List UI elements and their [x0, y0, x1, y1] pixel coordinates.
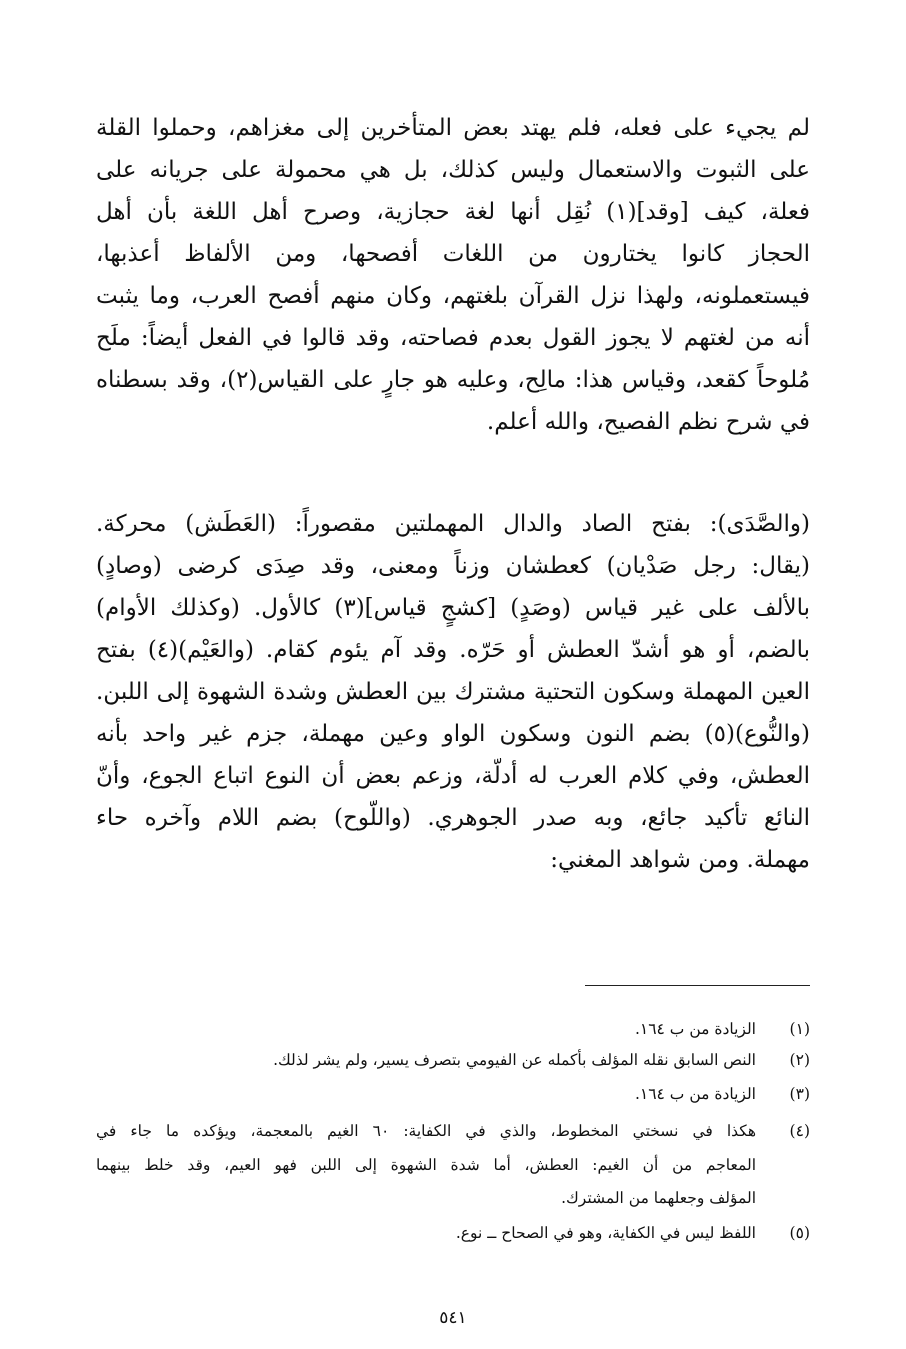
- footnote-text: النص السابق نقله المؤلف بأكمله عن الفيومي بتصرف يسير، ولم يشر لذلك.: [273, 1051, 756, 1069]
- footnote-number: (٥): [789, 1224, 810, 1242]
- body-line: النائع تأكيد جائع، وبه صدر الجوهري. (واللُّوح) بضم اللام وآخره حاء: [96, 805, 810, 831]
- footnote-number: (٢): [789, 1051, 810, 1069]
- body-line: الحجاز كانوا يختارون من اللغات أفصحها، ومن الألفاظ أعذبها،: [96, 241, 810, 267]
- body-line: أنه من لغتهم لا يجوز القول بعدم فصاحته، وقد قالوا في الفعل أيضاً: ملَح: [96, 325, 810, 351]
- footnote-text: الزيادة من ب ١٦٤.: [634, 1020, 756, 1038]
- footnote-number: (٣): [789, 1085, 810, 1103]
- footnote-text: المؤلف وجعلهما من المشترك.: [561, 1189, 756, 1207]
- footnote-number: (٤): [789, 1122, 810, 1140]
- footnote-text: اللفظ ليس في الكفاية، وهو في الصحاح ــ نوع.: [455, 1224, 756, 1242]
- footnote: [96, 1118, 810, 1145]
- body-line: على الثبوت والاستعمال وليس كذلك، بل هي محمولة على جريانه على: [96, 157, 810, 183]
- footnote-separator: [585, 985, 810, 986]
- body-line: بالألف على غير قياس (وصَدٍ) [كشجٍ قياس](٣) كالأول. (وكذلك الأوام): [96, 595, 810, 621]
- body-line: (يقال: رجل صَدْيان) كعطشان وزناً ومعنى، وقد صِدَى كرضى (وصادٍ): [96, 553, 810, 579]
- page-number: ٥٤١: [439, 1308, 467, 1328]
- body-line: بالضم، أو هو أشدّ العطش أو حَرّه. وقد آم يئوم كقام. (والعَيْم)(٤) بفتح: [96, 637, 810, 663]
- footnote-continuation: [96, 1152, 810, 1179]
- footnote: [96, 1220, 810, 1247]
- body-line: (والصَّدَى): بفتح الصاد والدال المهملتين مقصوراً: (العَطَش) محركة.: [96, 511, 810, 537]
- footnote-text: المعاجم من أن الغيم: العطش، أما شدة الشهوة إلى اللبن فهو العيم، وقد خلط بينهما: [96, 1156, 756, 1174]
- footnote-continuation: [96, 1185, 810, 1212]
- body-line: لم يجيء على فعله، فلم يهتد بعض المتأخرين إلى مغزاهم، وحملوا القلة: [96, 115, 810, 141]
- footnote-number: (١): [789, 1020, 810, 1038]
- body-line: مُلوحاً كقعد، وقياس هذا: مالِح، وعليه هو جارٍ على القياس(٢)، وقد بسطناه: [96, 367, 810, 393]
- body-line: العين المهملة وسكون التحتية مشترك بين العطش وشدة الشهوة إلى اللبن.: [96, 679, 810, 705]
- body-line: فيستعملونه، ولهذا نزل القرآن بلغتهم، وكان منهم أفصح العرب، وما يثبت: [96, 283, 810, 309]
- footnote-text: هكذا في نسختي المخطوط، والذي في الكفاية: ٦٠ الغيم بالمعجمة، ويؤكده ما جاء في: [96, 1122, 756, 1140]
- footnote: [96, 1016, 810, 1043]
- body-line: (والنُّوع)(٥) بضم النون وسكون الواو وعين مهملة، جزم غير واحد بأنه: [96, 721, 810, 747]
- body-line: فعلة، كيف [وقد](١) نُقِل أنها لغة حجازية، وصرح أهل اللغة بأن أهل: [96, 199, 810, 225]
- body-line: مهملة. ومن شواهد المغني:: [550, 847, 810, 873]
- footnote: [96, 1081, 810, 1108]
- footnote-text: الزيادة من ب ١٦٤.: [634, 1085, 756, 1103]
- body-line: في شرح نظم الفصيح، والله أعلم.: [486, 409, 810, 435]
- footnote: [96, 1047, 810, 1074]
- body-line: العطش، وفي كلام العرب له أدلّة، وزعم بعض أن النوع اتباع الجوع، وأنّ: [96, 763, 810, 789]
